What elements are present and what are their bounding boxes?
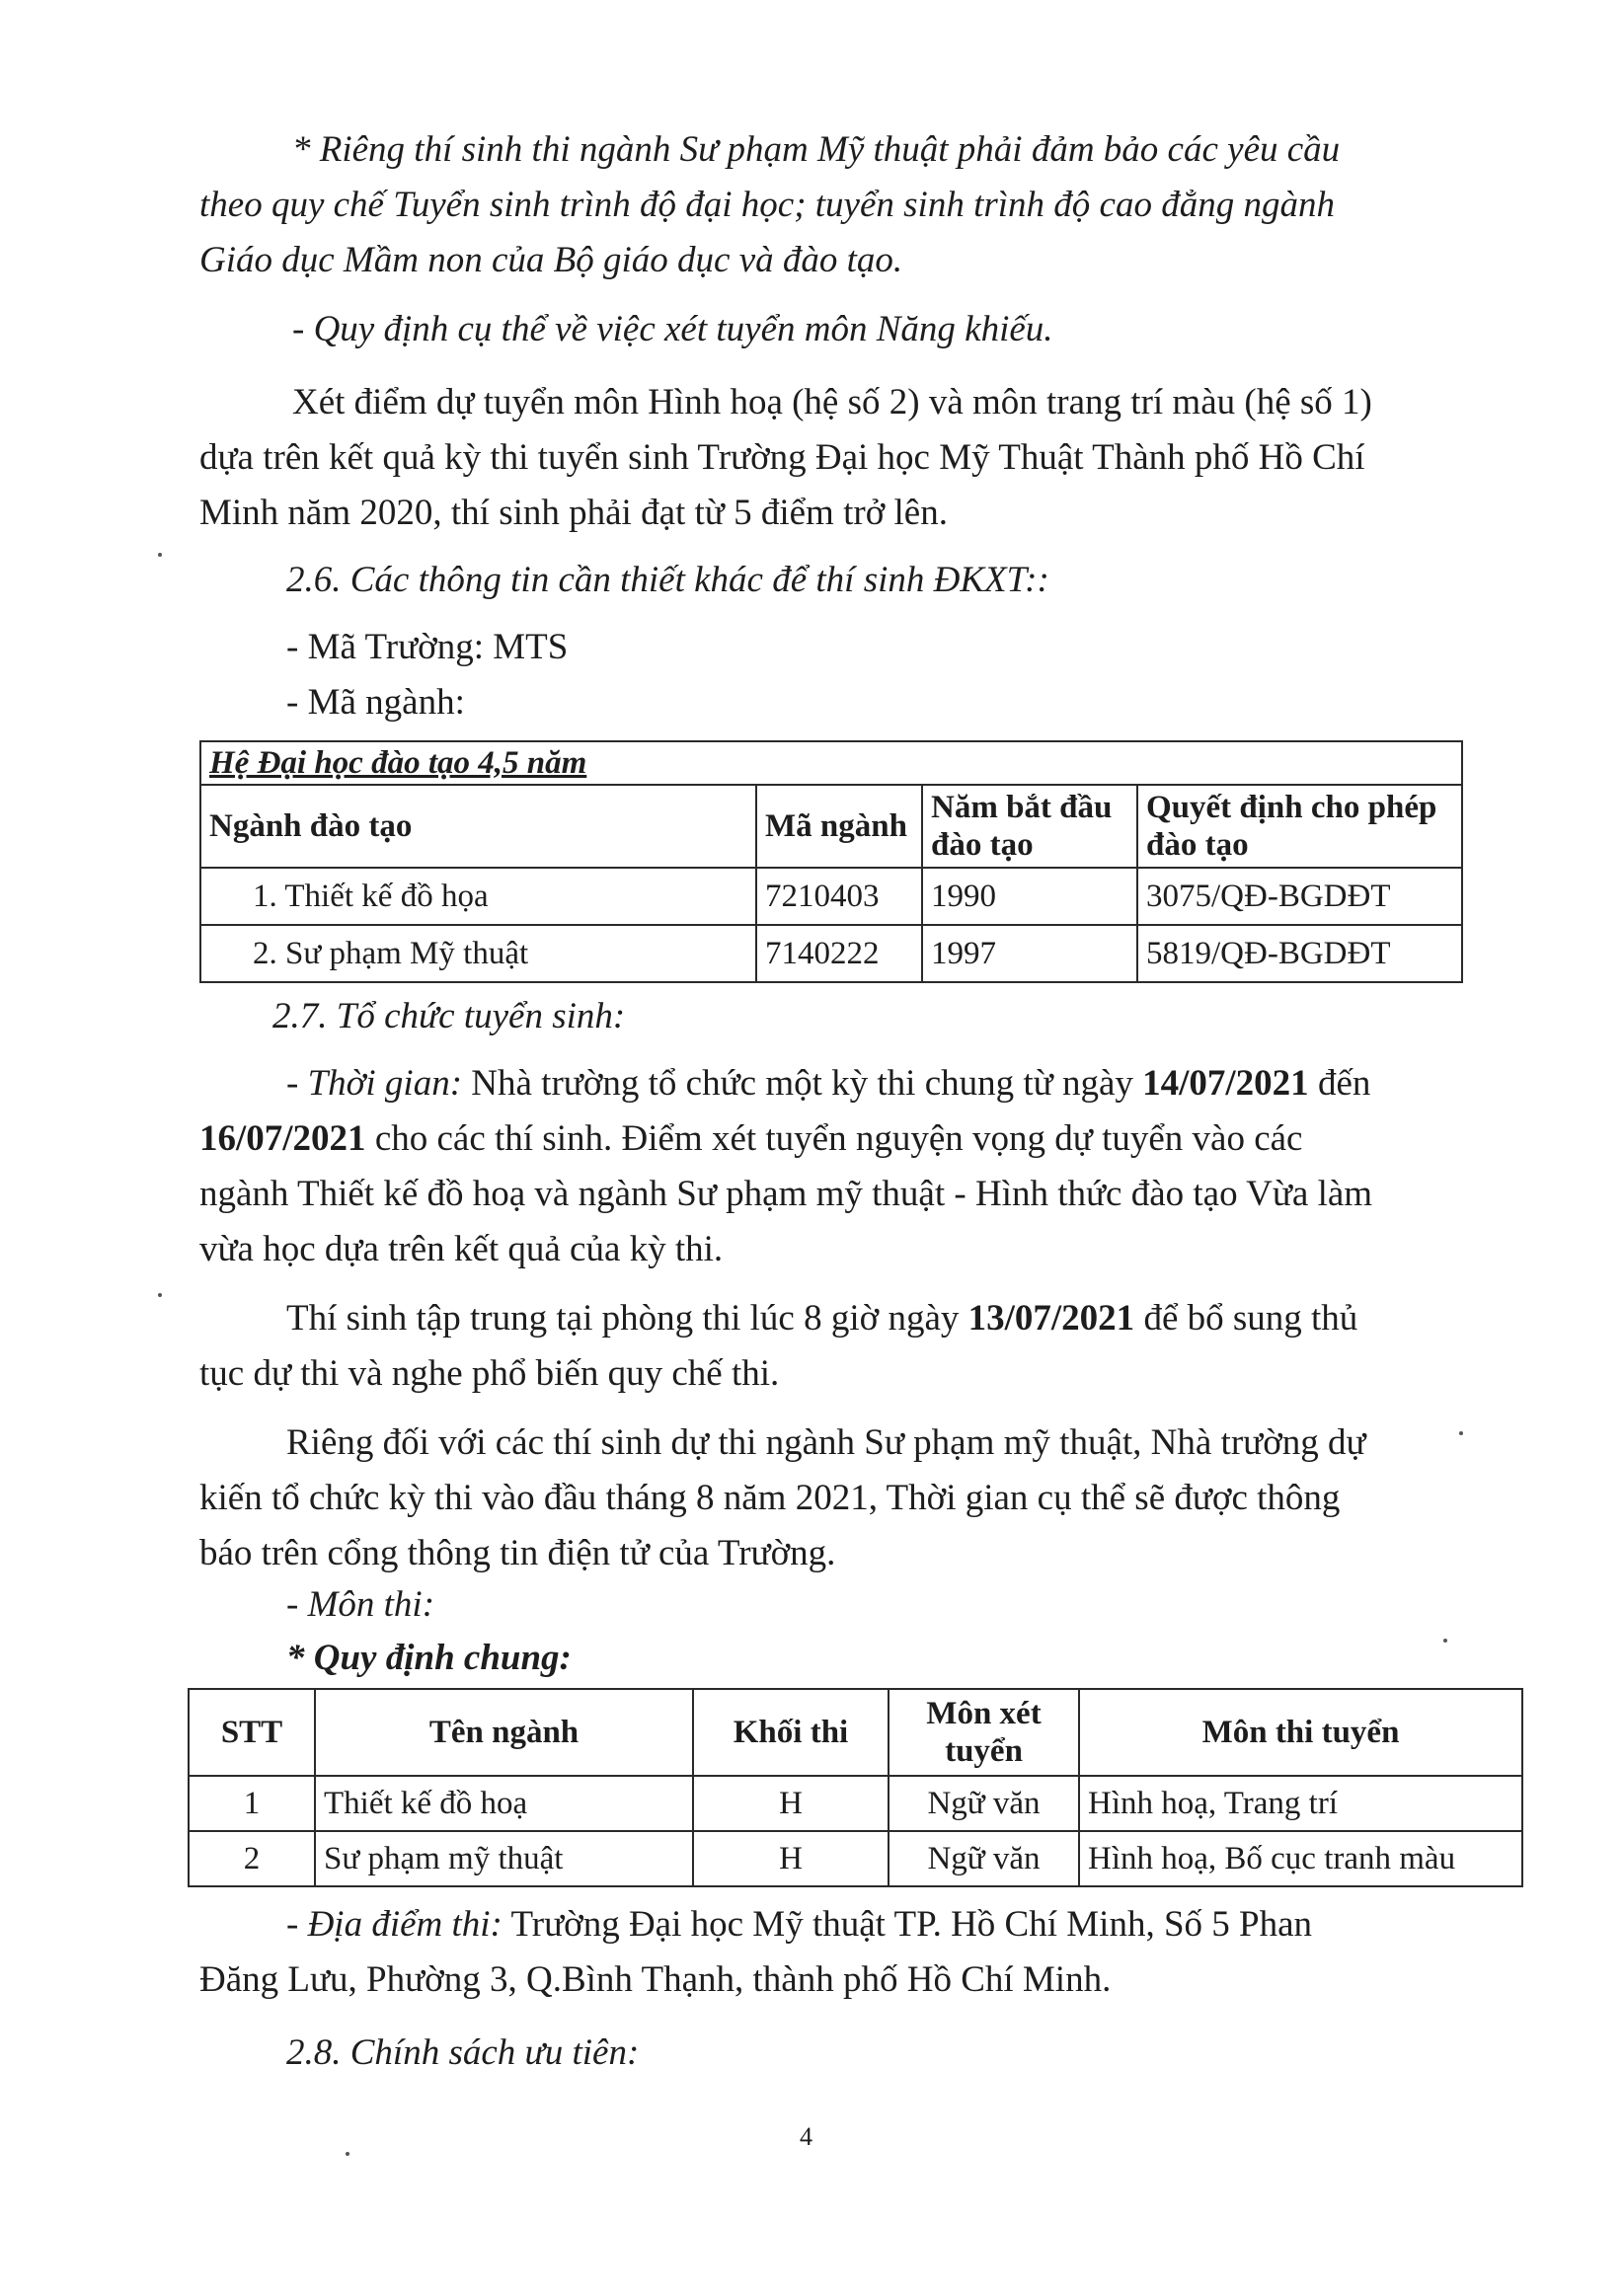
scan-speck <box>346 2152 349 2156</box>
row-stt: 2 <box>189 1831 315 1886</box>
start-year: 1997 <box>922 925 1137 982</box>
location-line-1 <box>286 1903 1312 1947</box>
score-para-line-3: Minh năm 2020, thí sinh phải đạt từ 5 điểm trở lên. <box>199 493 948 533</box>
major-code-label: - Mã ngành: <box>286 682 465 723</box>
art-ed-line-1: Riêng đối với các thí sinh dự thi ngành Sư phạm mỹ thuật, Nhà trường dự <box>286 1422 1366 1463</box>
exam-subjects-table <box>188 1688 1523 1887</box>
row-exam-subjects: Hình hoạ, Bố cục tranh màu <box>1079 1831 1522 1886</box>
table-row <box>200 925 1462 982</box>
location-line-2: Đăng Lưu, Phường 3, Q.Bình Thạnh, thành phố Hồ Chí Minh. <box>199 1959 1112 2000</box>
exam-header-major: Tên ngành <box>315 1689 693 1776</box>
gather-line-1 <box>286 1297 1357 1340</box>
time-label: - Thời gian: <box>286 1063 463 1104</box>
scan-speck <box>158 553 162 557</box>
exam-header-stt: STT <box>189 1689 315 1776</box>
art-ed-line-2: kiến tổ chức kỳ thi vào đầu tháng 8 năm 2021, Thời gian cụ thể sẽ được thông <box>199 1478 1341 1518</box>
note-line-2: theo quy chế Tuyển sinh trình độ đại học; tuyển sinh trình độ cao đẳng ngành <box>199 185 1335 225</box>
time-text: Nhà trường tổ chức một kỳ thi chung từ ngày <box>462 1063 1143 1104</box>
talent-rule-heading: - Quy định cụ thể về việc xét tuyển môn Năng khiếu. <box>292 309 1053 349</box>
row-exam-subjects: Hình hoạ, Trang trí <box>1079 1776 1522 1831</box>
majors-header-code: Mã ngành <box>756 785 922 868</box>
row-admission-subject: Ngữ văn <box>889 1776 1079 1831</box>
majors-table <box>199 740 1463 983</box>
row-major: Thiết kế đồ hoạ <box>315 1776 693 1831</box>
scan-speck <box>158 1293 162 1297</box>
gather-text: Thí sinh tập trung tại phòng thi lúc 8 giờ ngày <box>286 1298 968 1339</box>
gather-text: để bổ sung thủ <box>1134 1298 1358 1339</box>
general-rules-label: * Quy định chung: <box>286 1638 572 1678</box>
gather-date: 13/07/2021 <box>967 1298 1135 1339</box>
time-text: cho các thí sinh. Điểm xét tuyển nguyện vọng dự tuyển vào các <box>365 1118 1303 1159</box>
art-ed-line-3: báo trên cổng thông tin điện tử của Trường. <box>199 1533 836 1573</box>
exam-header-block: Khối thi <box>693 1689 889 1776</box>
time-line-3: ngành Thiết kế đồ hoạ và ngành Sư phạm mỹ thuật - Hình thức đào tạo Vừa làm <box>199 1174 1373 1214</box>
table-row <box>189 1776 1522 1831</box>
majors-header-start-year: Năm bắt đầu đào tạo <box>922 785 1137 868</box>
decision-number: 5819/QĐ-BGDĐT <box>1137 925 1462 982</box>
gather-line-2: tục dự thi và nghe phổ biến quy chế thi. <box>199 1353 780 1394</box>
page-number: 4 <box>800 2122 812 2151</box>
time-text: đến <box>1308 1063 1371 1104</box>
major-code: 7210403 <box>756 868 922 925</box>
major-name: 1. Thiết kế đồ họa <box>200 868 756 925</box>
exam-header-admission-subject: Môn xét tuyển <box>889 1689 1079 1776</box>
exam-start-date: 14/07/2021 <box>1142 1063 1309 1104</box>
exam-end-date: 16/07/2021 <box>199 1118 366 1159</box>
location-text: Trường Đại học Mỹ thuật TP. Hồ Chí Minh, Số 5 Phan <box>502 1904 1313 1945</box>
time-line-4: vừa học dựa trên kết quả của kỳ thi. <box>199 1229 724 1269</box>
location-label: - Địa điểm thi: <box>286 1904 503 1945</box>
table-row <box>200 868 1462 925</box>
scan-speck <box>1459 1431 1463 1435</box>
table-row <box>189 1831 1522 1886</box>
time-line-2 <box>199 1117 1302 1161</box>
section-2-8-heading: 2.8. Chính sách ưu tiên: <box>286 2032 640 2073</box>
score-para-line-2: dựa trên kết quả kỳ thi tuyển sinh Trường Đại học Mỹ Thuật Thành phố Hồ Chí <box>199 437 1365 478</box>
school-code: - Mã Trường: MTS <box>286 627 569 667</box>
section-2-7-heading: 2.7. Tổ chức tuyển sinh: <box>272 996 626 1036</box>
subjects-label: - Môn thi: <box>286 1584 435 1625</box>
start-year: 1990 <box>922 868 1137 925</box>
decision-number: 3075/QĐ-BGDĐT <box>1137 868 1462 925</box>
row-block: H <box>693 1776 889 1831</box>
note-line-3: Giáo dục Mầm non của Bộ giáo dục và đào tạo. <box>199 240 903 280</box>
score-para-line-1: Xét điểm dự tuyển môn Hình hoạ (hệ số 2) và môn trang trí màu (hệ số 1) <box>292 382 1372 422</box>
row-stt: 1 <box>189 1776 315 1831</box>
majors-table-caption: Hệ Đại học đào tạo 4,5 năm <box>200 741 1462 785</box>
time-line-1 <box>286 1062 1370 1106</box>
section-2-6-heading: 2.6. Các thông tin cần thiết khác để thí sinh ĐKXT:: <box>286 560 1049 600</box>
scan-speck <box>1443 1639 1447 1643</box>
row-major: Sư phạm mỹ thuật <box>315 1831 693 1886</box>
row-block: H <box>693 1831 889 1886</box>
note-line-1: * Riêng thí sinh thi ngành Sư phạm Mỹ thuật phải đảm bảo các yêu cầu <box>292 129 1341 170</box>
majors-header-decision: Quyết định cho phép đào tạo <box>1137 785 1462 868</box>
row-admission-subject: Ngữ văn <box>889 1831 1079 1886</box>
major-name: 2. Sư phạm Mỹ thuật <box>200 925 756 982</box>
major-code: 7140222 <box>756 925 922 982</box>
majors-header-major: Ngành đào tạo <box>200 785 756 868</box>
exam-header-exam-subjects: Môn thi tuyển <box>1079 1689 1522 1776</box>
